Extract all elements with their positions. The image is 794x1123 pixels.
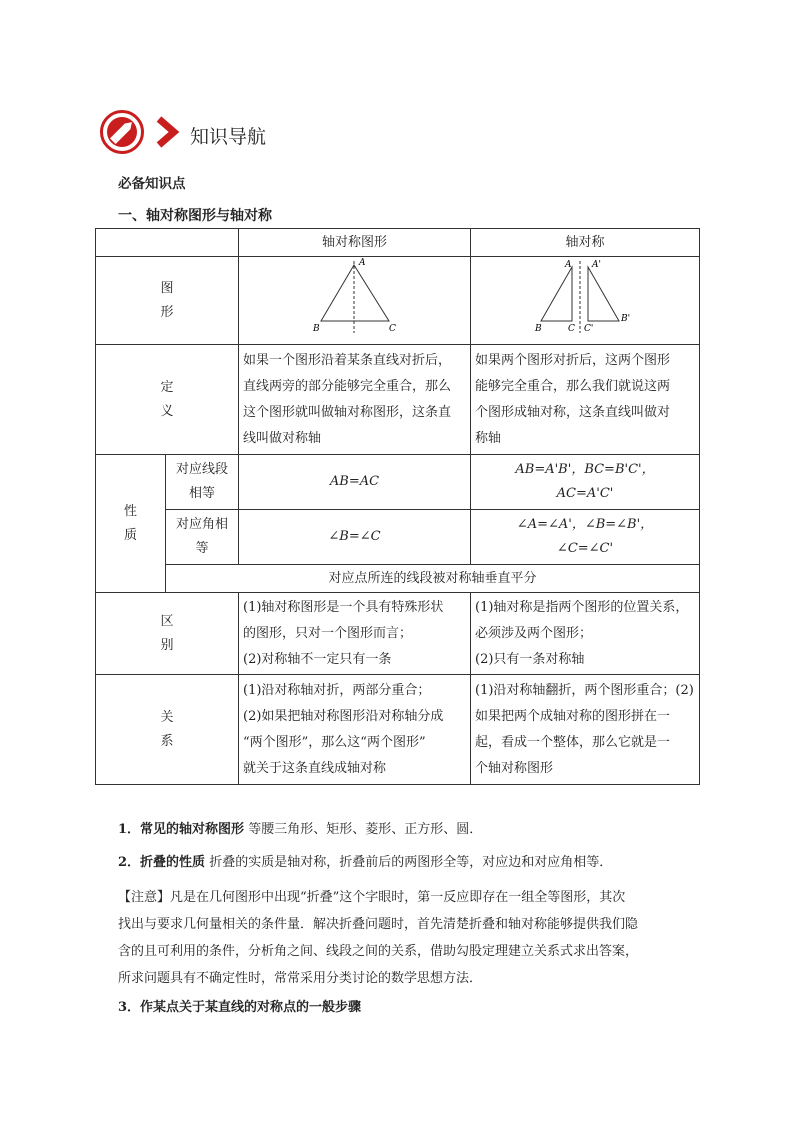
- figure-isosceles-triangle: [239, 257, 471, 345]
- svg-text:C': C': [584, 324, 594, 334]
- page-title: 知识导航: [190, 126, 267, 148]
- note-tag: 【注意】: [118, 890, 171, 905]
- definition-axis-symmetry: 如果两个图形对折后，这两个图形 能够完全重合，那么我们就说这两 个图形成轴对称，这条直线叫做对 称轴: [471, 345, 700, 455]
- note-block: 【注意】凡是在几何图形中出现“折叠”这个字眼时，第一反应即存在一组全等图形，其次 找出与要求几何量相关的条件量．解决折叠问题时，首先清楚折叠和轴对称能够提供我们隐 含的且可利用的条件，分析角之间、线段之间的关系，借助勾股定理建立关系式求出答案， 所求问题具有不确定性时，常常采用分类讨论的数学思想方法．: [118, 890, 639, 986]
- item-common-figures: 1．常见的轴对称图形 等腰三角形、矩形、菱形、正方形、圆．: [118, 822, 483, 837]
- relation-axis-figure: (1)沿对称轴对折，两部分重合； (2)如果把轴对称图形沿对称轴分成 “两个图形”，那么这“两个图形” 就关于这条直线成轴对称: [239, 675, 471, 785]
- empty-header-cell: [96, 229, 239, 257]
- prop-segments-symmetry: AB=A'B'，BC=B'C'， AC=A'C': [471, 455, 700, 510]
- svg-text:B': B': [621, 314, 631, 324]
- chevron-right-icon: [154, 116, 182, 148]
- svg-text:C: C: [389, 324, 396, 334]
- svg-text:A: A: [565, 260, 572, 270]
- svg-text:C: C: [568, 324, 575, 334]
- row-label-difference: 区 别: [96, 593, 239, 675]
- prop-segments-label: 对应线段 相等: [166, 455, 239, 510]
- row-label-relation: 关 系: [96, 675, 239, 785]
- subheading: 必备知识点: [118, 176, 186, 192]
- prop-segments-figure: AB=AC: [239, 455, 471, 510]
- pencil-icon: [100, 110, 144, 154]
- row-label-property: 性 质: [96, 455, 166, 593]
- prop-angles-symmetry: ∠A=∠A'，∠B=∠B'， ∠C=∠C': [471, 510, 700, 565]
- col-header-axis-figure: 轴对称图形: [239, 229, 471, 257]
- prop-angles-label: 对应角相 等: [166, 510, 239, 565]
- difference-axis-symmetry: (1)轴对称是指两个图形的位置关系， 必须涉及两个图形； (2)只有一条对称轴: [471, 593, 700, 675]
- svg-text:A: A: [359, 258, 366, 268]
- col-header-axis-symmetry: 轴对称: [471, 229, 700, 257]
- section-title: 一、轴对称图形与轴对称: [118, 208, 272, 224]
- definition-axis-figure: 如果一个图形沿着某条直线对折后， 直线两旁的部分能够完全重合，那么 这个图形就叫做轴对称图形，这条直 线叫做对称轴: [239, 345, 471, 455]
- item-symmetric-point-steps: 3．作某点关于某直线的对称点的一般步骤: [118, 1000, 362, 1015]
- figure-symmetric-triangles: [471, 257, 700, 345]
- row-label-figure: 图 形: [96, 257, 239, 345]
- relation-axis-symmetry: (1)沿对称轴翻折，两个图形重合；(2) 如果把两个成轴对称的图形拼在一 起，看成一个整体，那么它就是一 个轴对称图形: [471, 675, 700, 785]
- difference-axis-figure: (1)轴对称图形是一个具有特殊形状 的图形，只对一个图形而言； (2)对称轴不一定只有一条: [239, 593, 471, 675]
- svg-text:A': A': [592, 260, 601, 270]
- svg-text:B: B: [313, 324, 320, 334]
- comparison-table: [95, 228, 700, 785]
- prop-angles-figure: ∠B=∠C: [239, 510, 471, 565]
- prop-perpendicular-bisector: 对应点所连的线段被对称轴垂直平分: [166, 565, 700, 593]
- svg-text:B: B: [535, 324, 542, 334]
- row-label-definition: 定 义: [96, 345, 239, 455]
- item-folding-property: 2．折叠的性质 折叠的实质是轴对称，折叠前后的两图形全等，对应边和对应角相等．: [118, 855, 613, 870]
